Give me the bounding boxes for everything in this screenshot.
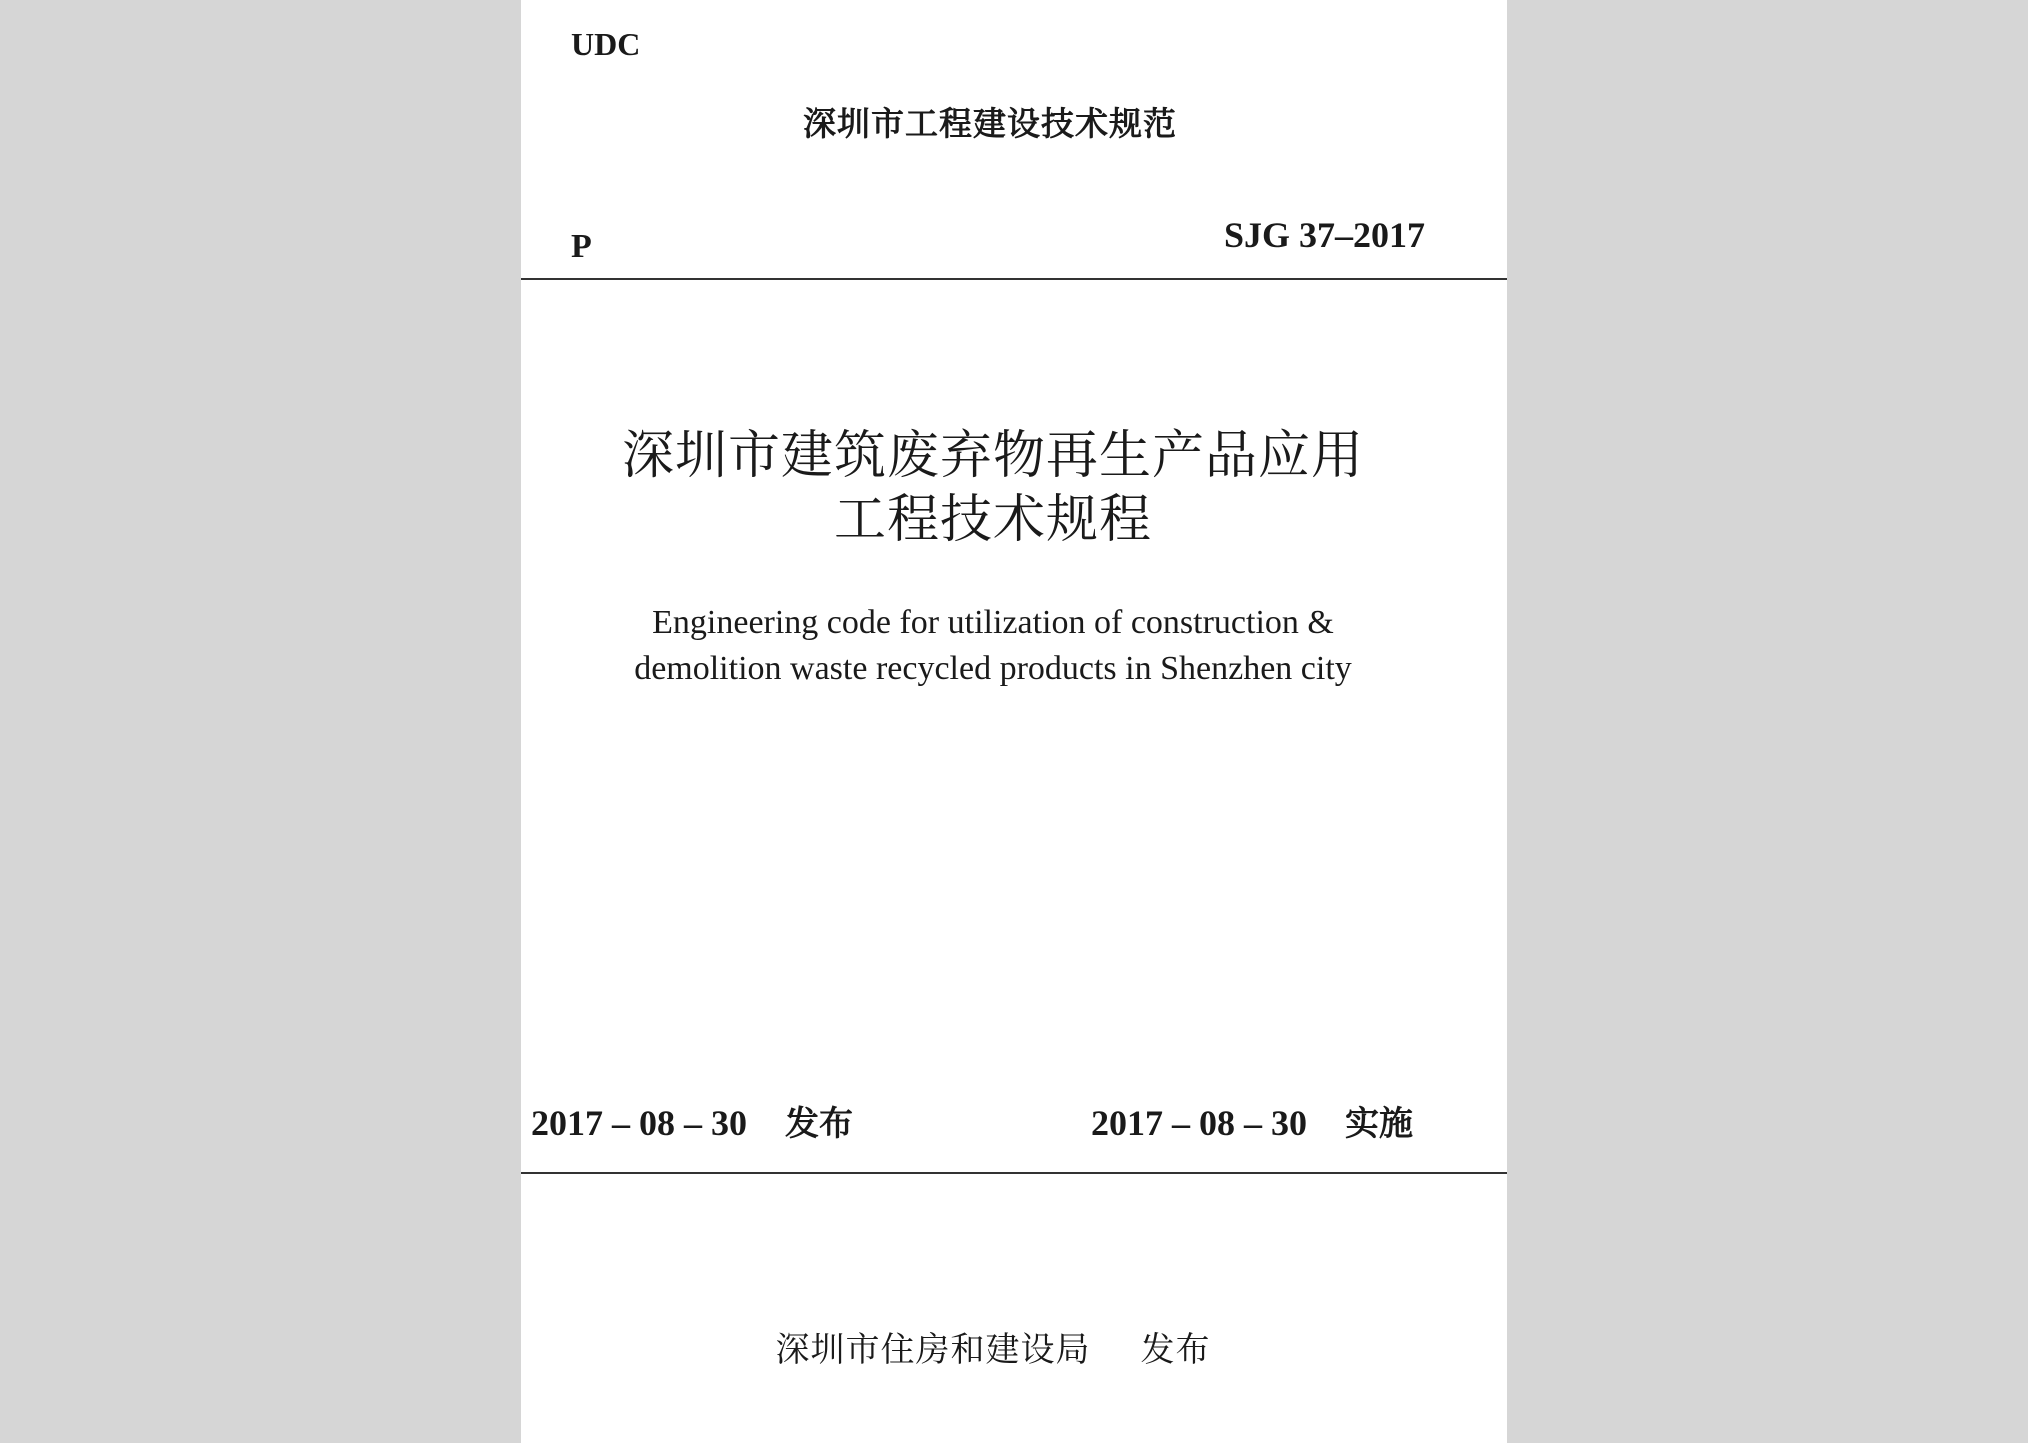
category-code: P	[571, 228, 592, 265]
series-title: 深圳市工程建设技术规范	[803, 104, 1177, 143]
chinese-title-line-2: 工程技术规程	[833, 490, 1152, 550]
bottom-divider	[521, 1172, 1507, 1174]
udc-label: UDC	[571, 26, 641, 62]
publisher-name: 深圳市住房和建设局	[775, 1330, 1091, 1370]
chinese-title	[521, 424, 1465, 552]
publisher-label: 发布	[1140, 1330, 1211, 1370]
implement-label: 实施	[1345, 1104, 1413, 1144]
top-divider	[521, 278, 1507, 280]
publisher-line	[521, 1322, 1465, 1371]
issue-date: 2017 – 08 – 30	[531, 1103, 747, 1143]
implement-date: 2017 – 08 – 30	[1091, 1103, 1307, 1143]
english-title-line-1: Engineering code for utilization of construction &	[652, 604, 1334, 641]
english-title	[521, 600, 1465, 692]
english-title-line-2: demolition waste recycled products in Shenzhen city	[634, 650, 1352, 687]
issue-date-block	[531, 1096, 853, 1145]
implement-date-block	[1091, 1096, 1413, 1145]
document-cover	[521, 0, 1507, 1443]
chinese-title-line-1: 深圳市建筑废弃物再生产品应用	[621, 426, 1364, 486]
issue-label: 发布	[785, 1104, 853, 1144]
standard-number: SJG 37–2017	[1223, 215, 1425, 255]
